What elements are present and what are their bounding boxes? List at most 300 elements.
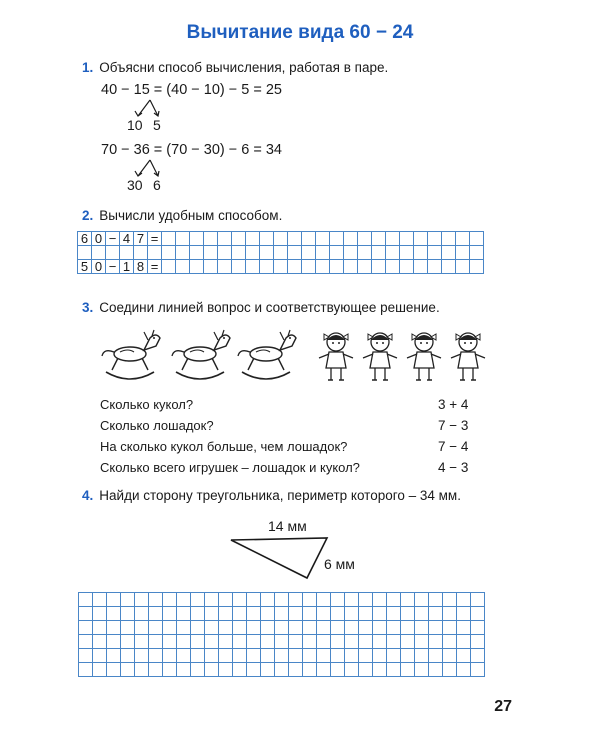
task-2-grid-cell[interactable] bbox=[246, 246, 260, 260]
task-2-grid-cell[interactable] bbox=[302, 260, 316, 274]
task-2-grid-cell[interactable] bbox=[330, 260, 344, 274]
task-4-grid-row bbox=[79, 593, 485, 607]
task-2-grid-cell[interactable] bbox=[246, 232, 260, 246]
task-4-grid-cell[interactable] bbox=[359, 649, 373, 663]
task-2-grid-cell[interactable] bbox=[456, 260, 470, 274]
task-4-grid-cell[interactable] bbox=[205, 649, 219, 663]
task-4-grid-cell[interactable] bbox=[429, 593, 443, 607]
task-4-grid-cell[interactable] bbox=[135, 649, 149, 663]
task-2-grid-cell[interactable] bbox=[260, 246, 274, 260]
task-4-grid-cell[interactable] bbox=[387, 621, 401, 635]
triangle-side-2-label: 6 мм bbox=[324, 556, 355, 572]
task-2-grid-cell[interactable] bbox=[232, 260, 246, 274]
task-4-grid-cell[interactable] bbox=[107, 663, 121, 677]
task-4-grid-cell[interactable] bbox=[401, 663, 415, 677]
task-2-grid-cell[interactable] bbox=[176, 232, 190, 246]
task-4-grid-cell[interactable] bbox=[121, 663, 135, 677]
task-4-grid-cell[interactable] bbox=[107, 635, 121, 649]
task-2-grid-cell[interactable] bbox=[162, 260, 176, 274]
task-4-grid-cell[interactable] bbox=[191, 593, 205, 607]
task-2-grid-cell[interactable] bbox=[344, 232, 358, 246]
task-4-grid-cell[interactable] bbox=[289, 607, 303, 621]
task-4-grid-cell[interactable] bbox=[247, 607, 261, 621]
task-4-grid-cell[interactable] bbox=[401, 649, 415, 663]
task-4-grid-cell[interactable] bbox=[401, 607, 415, 621]
task-4-grid-cell[interactable] bbox=[107, 621, 121, 635]
task-2-grid-cell[interactable] bbox=[176, 246, 190, 260]
split-2-b: 6 bbox=[153, 177, 161, 193]
task-4-header bbox=[82, 488, 461, 503]
task-4-grid-cell[interactable] bbox=[317, 649, 331, 663]
task-4-grid-cell[interactable] bbox=[219, 663, 233, 677]
task-2-grid-cell[interactable] bbox=[134, 246, 148, 260]
task-2-grid-cell[interactable] bbox=[176, 260, 190, 274]
task-2-number: 2. bbox=[82, 208, 94, 223]
task-4-grid-cell[interactable] bbox=[317, 621, 331, 635]
task-2-grid-cell[interactable] bbox=[246, 260, 260, 274]
task-4-grid-cell[interactable] bbox=[373, 663, 387, 677]
task-4-grid-cell[interactable] bbox=[79, 621, 93, 635]
task-2-grid-cell[interactable] bbox=[386, 260, 400, 274]
task-2-grid-cell[interactable] bbox=[162, 246, 176, 260]
task-4-grid-cell[interactable] bbox=[163, 649, 177, 663]
task-4-grid-cell[interactable] bbox=[331, 635, 345, 649]
task-4-grid-cell[interactable] bbox=[387, 593, 401, 607]
task-4-grid-cell[interactable] bbox=[303, 607, 317, 621]
task-2-grid-cell[interactable] bbox=[372, 246, 386, 260]
triangle-side-1-label: 14 мм bbox=[268, 518, 307, 534]
task-2-grid-cell[interactable] bbox=[400, 232, 414, 246]
task-4-grid-cell[interactable] bbox=[471, 607, 485, 621]
task-2-grid-cell[interactable] bbox=[456, 246, 470, 260]
task-4-grid-cell[interactable] bbox=[345, 593, 359, 607]
task-2-grid-cell[interactable] bbox=[78, 246, 92, 260]
task-4-grid-cell[interactable] bbox=[373, 621, 387, 635]
task-2-grid-cell[interactable] bbox=[106, 246, 120, 260]
task-4-grid-cell[interactable] bbox=[373, 607, 387, 621]
task-4-grid-cell[interactable] bbox=[135, 607, 149, 621]
task-4-grid-row bbox=[79, 635, 485, 649]
task-4-grid-cell[interactable] bbox=[247, 593, 261, 607]
task-4-grid-cell[interactable] bbox=[163, 635, 177, 649]
task-4-grid-cell[interactable] bbox=[429, 621, 443, 635]
task-2-grid-cell[interactable]: 4 bbox=[120, 232, 134, 246]
task-4-grid-cell[interactable] bbox=[121, 621, 135, 635]
task-2-grid-cell[interactable]: 6 bbox=[78, 232, 92, 246]
task-4-grid-cell[interactable] bbox=[345, 635, 359, 649]
task-4-grid-cell[interactable] bbox=[233, 663, 247, 677]
task-4-grid-cell[interactable] bbox=[191, 649, 205, 663]
task-4-grid-cell[interactable] bbox=[359, 607, 373, 621]
task-2-grid-cell[interactable] bbox=[274, 232, 288, 246]
task-1-example-2: 70 − 36 = (70 − 30) − 6 = 34 bbox=[101, 142, 282, 158]
task-4-grid-cell[interactable] bbox=[247, 635, 261, 649]
split-1-b: 5 bbox=[153, 117, 161, 133]
task-4-grid-cell[interactable] bbox=[373, 649, 387, 663]
task-4-grid-cell[interactable] bbox=[233, 607, 247, 621]
task-4-grid-cell[interactable] bbox=[275, 621, 289, 635]
task-2-grid-cell[interactable] bbox=[190, 232, 204, 246]
task-4-grid-cell[interactable] bbox=[387, 607, 401, 621]
task-4-grid-cell[interactable] bbox=[415, 621, 429, 635]
task-4-grid-cell[interactable] bbox=[289, 663, 303, 677]
split-1-a: 10 bbox=[127, 117, 143, 133]
task-2-grid-cell[interactable] bbox=[358, 246, 372, 260]
task-4-grid-cell[interactable] bbox=[219, 621, 233, 635]
task-4-grid-cell[interactable] bbox=[107, 607, 121, 621]
task-2-grid-cell[interactable] bbox=[204, 246, 218, 260]
task-2-grid-cell[interactable] bbox=[428, 260, 442, 274]
task-4-grid-cell[interactable] bbox=[261, 635, 275, 649]
task-2-grid-cell[interactable] bbox=[372, 260, 386, 274]
task-2-grid-cell[interactable] bbox=[288, 232, 302, 246]
task-4-grid-cell[interactable] bbox=[429, 607, 443, 621]
task-4-grid-cell[interactable] bbox=[457, 663, 471, 677]
task-4-grid-cell[interactable] bbox=[359, 621, 373, 635]
task-4-grid-cell[interactable] bbox=[149, 621, 163, 635]
task-4-grid-cell[interactable] bbox=[401, 621, 415, 635]
task-4-grid-cell[interactable] bbox=[317, 635, 331, 649]
task-4-grid-cell[interactable] bbox=[93, 607, 107, 621]
task-2-grid-cell[interactable] bbox=[218, 260, 232, 274]
task-4-grid-cell[interactable] bbox=[457, 649, 471, 663]
task-4-grid-cell[interactable] bbox=[163, 621, 177, 635]
task-2-grid-cell[interactable] bbox=[232, 232, 246, 246]
task-2-grid-cell[interactable] bbox=[372, 232, 386, 246]
task-4-grid-cell[interactable] bbox=[247, 621, 261, 635]
task-4-grid-cell[interactable] bbox=[191, 663, 205, 677]
task-3-text: Соедини линией вопрос и соответствующее решение. bbox=[99, 300, 440, 315]
task-4-grid-row bbox=[79, 649, 485, 663]
task-4-grid-cell[interactable] bbox=[331, 593, 345, 607]
task-4-grid-cell[interactable] bbox=[457, 607, 471, 621]
task-2-grid-cell[interactable] bbox=[414, 232, 428, 246]
task-4-grid-cell[interactable] bbox=[275, 593, 289, 607]
task-4-grid-cell[interactable] bbox=[177, 649, 191, 663]
task-2-grid-cell[interactable]: 0 bbox=[92, 232, 106, 246]
answer-grid-task-2[interactable] bbox=[77, 231, 484, 274]
task-4-grid-cell[interactable] bbox=[289, 649, 303, 663]
task-4-grid-cell[interactable] bbox=[317, 663, 331, 677]
task-4-grid-cell[interactable] bbox=[457, 593, 471, 607]
task-4-grid-cell[interactable] bbox=[79, 635, 93, 649]
task-2-grid-cell[interactable] bbox=[92, 246, 106, 260]
task-4-grid-cell[interactable] bbox=[191, 635, 205, 649]
task-4-grid-cell[interactable] bbox=[345, 663, 359, 677]
task-4-text: Найди сторону треугольника, периметр которого – 34 мм. bbox=[99, 488, 461, 503]
task-4-grid-cell[interactable] bbox=[219, 593, 233, 607]
task-4-grid-cell[interactable] bbox=[177, 663, 191, 677]
task-4-grid-cell[interactable] bbox=[443, 607, 457, 621]
task-4-grid-cell[interactable] bbox=[205, 593, 219, 607]
task-2-grid-cell[interactable] bbox=[442, 246, 456, 260]
task-4-grid-cell[interactable] bbox=[93, 635, 107, 649]
task-2-grid-row bbox=[78, 232, 484, 246]
task-2-grid-cell[interactable] bbox=[414, 260, 428, 274]
task-4-grid-cell[interactable] bbox=[177, 593, 191, 607]
task-4-grid-cell[interactable] bbox=[457, 621, 471, 635]
answer-1: 3 + 4 bbox=[438, 397, 469, 412]
task-2-grid-cell[interactable] bbox=[260, 260, 274, 274]
task-4-grid-cell[interactable] bbox=[401, 593, 415, 607]
task-2-grid-cell[interactable] bbox=[274, 260, 288, 274]
task-4-grid-cell[interactable] bbox=[233, 649, 247, 663]
task-4-grid-cell[interactable] bbox=[121, 593, 135, 607]
task-2-grid-cell[interactable]: − bbox=[106, 260, 120, 274]
task-2-grid-cell[interactable] bbox=[330, 232, 344, 246]
task-4-grid-cell[interactable] bbox=[233, 593, 247, 607]
task-4-grid-cell[interactable] bbox=[429, 649, 443, 663]
task-4-grid-cell[interactable] bbox=[149, 635, 163, 649]
question-1: Сколько кукол? bbox=[100, 397, 194, 412]
task-4-grid-cell[interactable] bbox=[345, 621, 359, 635]
task-2-grid-cell[interactable] bbox=[274, 246, 288, 260]
task-2-grid-row bbox=[78, 246, 484, 260]
task-4-grid-cell[interactable] bbox=[415, 663, 429, 677]
task-4-grid-cell[interactable] bbox=[233, 621, 247, 635]
task-4-grid-cell[interactable] bbox=[471, 621, 485, 635]
task-4-grid-cell[interactable] bbox=[121, 649, 135, 663]
task-4-grid-cell[interactable] bbox=[331, 663, 345, 677]
task-4-grid-cell[interactable] bbox=[93, 663, 107, 677]
task-4-grid-cell[interactable] bbox=[247, 663, 261, 677]
task-4-grid-cell[interactable] bbox=[205, 663, 219, 677]
task-4-grid-cell[interactable] bbox=[359, 593, 373, 607]
task-2-grid-cell[interactable] bbox=[442, 232, 456, 246]
task-4-grid-cell[interactable] bbox=[303, 663, 317, 677]
task-2-grid-cell[interactable] bbox=[428, 246, 442, 260]
task-2-grid-cell[interactable]: 7 bbox=[134, 232, 148, 246]
task-2-grid-cell[interactable] bbox=[316, 232, 330, 246]
task-1-header bbox=[82, 60, 388, 75]
task-4-grid-cell[interactable] bbox=[303, 593, 317, 607]
task-4-grid-cell[interactable] bbox=[177, 607, 191, 621]
task-2-grid-cell[interactable] bbox=[232, 246, 246, 260]
task-4-grid-cell[interactable] bbox=[149, 663, 163, 677]
task-4-grid-cell[interactable] bbox=[149, 593, 163, 607]
task-4-grid-cell[interactable] bbox=[79, 593, 93, 607]
task-4-grid-cell[interactable] bbox=[457, 635, 471, 649]
task-4-grid-cell[interactable] bbox=[79, 663, 93, 677]
task-4-grid-cell[interactable] bbox=[261, 621, 275, 635]
task-4-grid-cell[interactable] bbox=[373, 635, 387, 649]
task-2-grid-cell[interactable] bbox=[204, 232, 218, 246]
task-4-grid-cell[interactable] bbox=[107, 649, 121, 663]
task-2-grid-cell[interactable]: 0 bbox=[92, 260, 106, 274]
task-4-grid-cell[interactable] bbox=[261, 607, 275, 621]
task-2-grid-cell[interactable]: − bbox=[106, 232, 120, 246]
task-2-grid-cell[interactable] bbox=[162, 232, 176, 246]
task-4-grid-cell[interactable] bbox=[317, 607, 331, 621]
task-2-grid-cell[interactable] bbox=[344, 246, 358, 260]
task-4-grid-cell[interactable] bbox=[387, 649, 401, 663]
task-2-grid-cell[interactable] bbox=[302, 246, 316, 260]
task-2-grid-cell[interactable] bbox=[120, 246, 134, 260]
task-4-grid-cell[interactable] bbox=[359, 663, 373, 677]
split-2-a: 30 bbox=[127, 177, 143, 193]
task-2-grid-cell[interactable] bbox=[302, 232, 316, 246]
task-4-grid-cell[interactable] bbox=[135, 635, 149, 649]
task-4-grid-cell[interactable] bbox=[275, 649, 289, 663]
task-2-grid-cell[interactable] bbox=[456, 232, 470, 246]
task-2-grid-cell[interactable] bbox=[386, 246, 400, 260]
answer-2: 7 − 3 bbox=[438, 418, 469, 433]
task-4-grid-cell[interactable] bbox=[205, 607, 219, 621]
task-4-grid-cell[interactable] bbox=[233, 635, 247, 649]
task-4-number: 4. bbox=[82, 488, 94, 503]
task-4-grid-cell[interactable] bbox=[289, 621, 303, 635]
task-4-grid-cell[interactable] bbox=[135, 663, 149, 677]
task-4-grid-cell[interactable] bbox=[317, 593, 331, 607]
task-2-grid-cell[interactable] bbox=[190, 246, 204, 260]
task-4-grid-cell[interactable] bbox=[163, 607, 177, 621]
task-4-grid-cell[interactable] bbox=[303, 621, 317, 635]
task-2-grid-cell[interactable] bbox=[204, 260, 218, 274]
task-4-grid-cell[interactable] bbox=[303, 649, 317, 663]
task-4-grid-cell[interactable] bbox=[107, 593, 121, 607]
page-title: Вычитание вида 60 − 24 bbox=[186, 22, 414, 43]
task-2-grid-cell[interactable] bbox=[148, 246, 162, 260]
task-4-grid-cell[interactable] bbox=[471, 635, 485, 649]
task-2-grid-cell[interactable] bbox=[218, 246, 232, 260]
task-2-grid-cell[interactable]: = bbox=[148, 260, 162, 274]
task-4-grid-cell[interactable] bbox=[415, 635, 429, 649]
answer-4: 4 − 3 bbox=[438, 460, 469, 475]
task-4-grid-cell[interactable] bbox=[177, 621, 191, 635]
task-2-grid-cell[interactable] bbox=[358, 232, 372, 246]
task-2-grid-cell[interactable] bbox=[442, 260, 456, 274]
task-2-grid-cell[interactable] bbox=[344, 260, 358, 274]
task-2-grid-cell[interactable] bbox=[414, 246, 428, 260]
task-4-grid-cell[interactable] bbox=[303, 635, 317, 649]
task-4-grid-cell[interactable] bbox=[415, 607, 429, 621]
task-4-grid-cell[interactable] bbox=[93, 621, 107, 635]
task-4-grid-cell[interactable] bbox=[345, 649, 359, 663]
task-4-grid-cell[interactable] bbox=[149, 649, 163, 663]
task-4-grid-cell[interactable] bbox=[247, 649, 261, 663]
task-2-grid-cell[interactable] bbox=[470, 232, 484, 246]
task-4-grid-cell[interactable] bbox=[331, 607, 345, 621]
task-2-grid-cell[interactable] bbox=[316, 246, 330, 260]
task-4-grid-cell[interactable] bbox=[471, 663, 485, 677]
task-4-grid-cell[interactable] bbox=[275, 607, 289, 621]
page-number: 27 bbox=[494, 698, 512, 715]
task-4-grid-cell[interactable] bbox=[415, 593, 429, 607]
triangle-figure bbox=[225, 528, 335, 584]
task-4-grid-cell[interactable] bbox=[359, 635, 373, 649]
task-4-grid-cell[interactable] bbox=[275, 635, 289, 649]
task-4-grid-cell[interactable] bbox=[93, 649, 107, 663]
task-4-grid-cell[interactable] bbox=[443, 621, 457, 635]
task-4-grid-cell[interactable] bbox=[415, 649, 429, 663]
task-4-grid-cell[interactable] bbox=[79, 607, 93, 621]
task-4-grid-cell[interactable] bbox=[401, 635, 415, 649]
task-3-header bbox=[82, 300, 440, 315]
task-4-grid-cell[interactable] bbox=[289, 593, 303, 607]
task-4-grid-cell[interactable] bbox=[443, 649, 457, 663]
task-4-grid-cell[interactable] bbox=[177, 635, 191, 649]
task-4-grid-cell[interactable] bbox=[135, 593, 149, 607]
task-4-grid-cell[interactable] bbox=[471, 593, 485, 607]
task-4-grid-cell[interactable] bbox=[373, 593, 387, 607]
task-2-grid-cell[interactable] bbox=[400, 260, 414, 274]
task-4-grid-cell[interactable] bbox=[387, 635, 401, 649]
answer-grid-task-4[interactable] bbox=[78, 592, 485, 677]
task-4-grid-cell[interactable] bbox=[387, 663, 401, 677]
task-2-grid-cell[interactable] bbox=[316, 260, 330, 274]
task-4-grid-cell[interactable] bbox=[429, 663, 443, 677]
task-4-grid-cell[interactable] bbox=[331, 621, 345, 635]
question-4: Сколько всего игрушек – лошадок и кукол? bbox=[100, 460, 360, 475]
task-4-grid-cell[interactable] bbox=[289, 635, 303, 649]
task-2-grid-cell[interactable] bbox=[288, 260, 302, 274]
task-2-grid-cell[interactable]: = bbox=[148, 232, 162, 246]
task-4-grid-cell[interactable] bbox=[191, 621, 205, 635]
task-2-text: Вычисли удобным способом. bbox=[99, 208, 283, 223]
task-4-grid-cell[interactable] bbox=[261, 649, 275, 663]
answer-3: 7 − 4 bbox=[438, 439, 469, 454]
task-4-grid-cell[interactable] bbox=[149, 607, 163, 621]
question-3: На сколько кукол больше, чем лошадок? bbox=[100, 439, 348, 454]
task-4-grid-row bbox=[79, 663, 485, 677]
task-4-grid-cell[interactable] bbox=[443, 663, 457, 677]
task-2-grid-cell[interactable] bbox=[400, 246, 414, 260]
dolls-illustration bbox=[316, 328, 496, 386]
task-2-grid-cell[interactable] bbox=[358, 260, 372, 274]
task-4-grid-cell[interactable] bbox=[121, 607, 135, 621]
task-4-grid-cell[interactable] bbox=[443, 635, 457, 649]
task-4-grid-cell[interactable] bbox=[331, 649, 345, 663]
task-4-grid-cell[interactable] bbox=[93, 593, 107, 607]
task-2-grid-cell[interactable] bbox=[386, 232, 400, 246]
task-1-example-1: 40 − 15 = (40 − 10) − 5 = 25 bbox=[101, 82, 282, 98]
task-4-grid-row bbox=[79, 607, 485, 621]
task-4-grid-cell[interactable] bbox=[275, 663, 289, 677]
task-4-grid-cell[interactable] bbox=[219, 607, 233, 621]
task-2-grid-cell[interactable]: 5 bbox=[78, 260, 92, 274]
task-4-grid-cell[interactable] bbox=[261, 593, 275, 607]
task-4-grid-cell[interactable] bbox=[429, 635, 443, 649]
task-4-grid-cell[interactable] bbox=[219, 635, 233, 649]
task-2-grid-cell[interactable]: 1 bbox=[120, 260, 134, 274]
task-2-grid-cell[interactable] bbox=[288, 246, 302, 260]
task-2-grid-cell[interactable] bbox=[330, 246, 344, 260]
task-4-grid-cell[interactable] bbox=[443, 593, 457, 607]
task-2-grid-cell[interactable] bbox=[218, 232, 232, 246]
task-2-grid-cell[interactable] bbox=[428, 232, 442, 246]
task-4-grid-cell[interactable] bbox=[163, 593, 177, 607]
rocking-horses-illustration bbox=[98, 326, 308, 386]
task-4-grid-cell[interactable] bbox=[205, 621, 219, 635]
task-2-grid-cell[interactable] bbox=[190, 260, 204, 274]
task-2-grid-cell[interactable]: 8 bbox=[134, 260, 148, 274]
task-4-grid-cell[interactable] bbox=[205, 635, 219, 649]
task-2-grid-cell[interactable] bbox=[470, 260, 484, 274]
task-2-grid-cell[interactable] bbox=[260, 232, 274, 246]
task-4-grid-cell[interactable] bbox=[135, 621, 149, 635]
task-4-grid-cell[interactable] bbox=[219, 649, 233, 663]
task-4-grid-cell[interactable] bbox=[191, 607, 205, 621]
task-4-grid-cell[interactable] bbox=[261, 663, 275, 677]
task-1-text: Объясни способ вычисления, работая в паре. bbox=[99, 60, 389, 75]
task-4-grid-cell[interactable] bbox=[163, 663, 177, 677]
task-4-grid-cell[interactable] bbox=[79, 649, 93, 663]
task-2-grid-cell[interactable] bbox=[470, 246, 484, 260]
question-2: Сколько лошадок? bbox=[100, 418, 214, 433]
task-4-grid-cell[interactable] bbox=[345, 607, 359, 621]
task-4-grid-cell[interactable] bbox=[121, 635, 135, 649]
task-4-grid-cell[interactable] bbox=[471, 649, 485, 663]
